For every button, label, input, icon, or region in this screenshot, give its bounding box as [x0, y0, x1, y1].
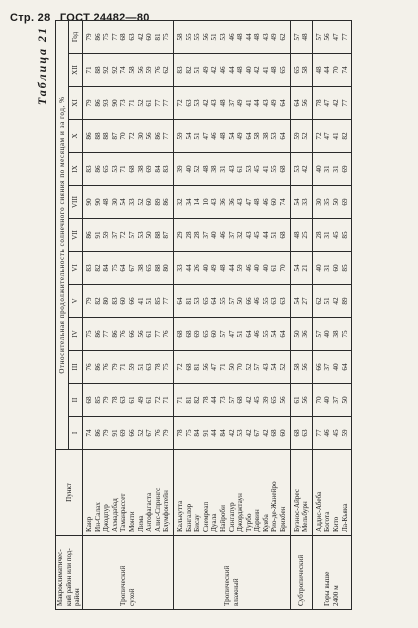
month-value-cell: 54 21 — [290, 252, 312, 285]
month-value-cell: 77 46 45 59 — [312, 417, 351, 450]
month-header: V — [69, 285, 83, 318]
month-value-cell: 30 35 50 69 — [312, 186, 351, 219]
region-cell: Тропический влажный — [173, 536, 290, 610]
month-value-cell: 61 56 — [290, 384, 312, 417]
rotated-table-area — [35, 20, 405, 610]
month-value-cell: 50 36 — [290, 318, 312, 351]
region-cell: Тропический сухой — [83, 536, 174, 610]
month-header: I — [69, 417, 83, 450]
month-header: IV — [69, 318, 83, 351]
month-value-cell: 64 56 — [290, 87, 312, 120]
month-value-cell: 54 33 — [290, 186, 312, 219]
table-row-group — [83, 21, 174, 610]
month-value-cell: 62 51 42 89 — [312, 285, 351, 318]
month-value-cell: 33 44 26 40 49 48 44 59 46 40 40 61 70 — [173, 252, 290, 285]
month-value-cell: 86 88 88 87 70 72 30 56 86 77 — [83, 120, 174, 153]
month-value-cell: 79 82 80 83 60 66 41 51 85 77 — [83, 285, 174, 318]
month-value-cell: 39 40 52 48 38 31 43 61 53 45 41 55 68 — [173, 153, 290, 186]
col-header-region: Макроклиматичес- кий район или под- район — [56, 536, 83, 610]
month-value-cell: 83 82 51 49 42 46 44 48 40 42 41 48 65 — [173, 54, 290, 87]
year-value-cell: 57 48 — [290, 21, 312, 54]
region-cell: Горы выше 2400 м — [312, 536, 351, 610]
month-value-cell: 48 44 70 74 — [312, 54, 351, 87]
month-value-cell: 59 52 — [290, 120, 312, 153]
month-header: VII — [69, 219, 83, 252]
month-value-cell: 53 42 — [290, 153, 312, 186]
month-value-cell: 86 91 59 37 72 57 53 50 88 87 — [83, 219, 174, 252]
month-value-cell: 78 47 42 77 — [312, 87, 351, 120]
month-value-cell: 57 40 38 75 — [312, 318, 351, 351]
points-cell: Буэнос-Айрес Мельбурн — [290, 450, 312, 536]
month-value-cell: 66 37 40 64 — [312, 351, 351, 384]
points-cell: Каир Ин-Салах Джодпур Ахмадабад Таманрассет Монти Лима Антофагаста Алис-Спрингс Блумфонтейн — [83, 450, 174, 536]
month-value-cell: 70 40 37 50 — [312, 384, 351, 417]
table-title: Таблица 21 — [35, 26, 49, 106]
month-value-cell: 78 75 84 91 44 84 42 53 42 67 42 68 60 — [173, 417, 290, 450]
month-value-cell: 71 81 82 78 44 73 57 68 42 45 39 65 56 — [173, 384, 290, 417]
year-value-cell: 58 55 55 56 51 53 46 48 44 48 43 49 62 — [173, 21, 290, 54]
standard-code: ГОСТ 24482—80 — [59, 12, 150, 24]
region-cell: Субтропический — [290, 536, 312, 610]
month-value-cell: 40 31 60 85 — [312, 252, 351, 285]
month-value-cell: 71 88 92 92 74 58 56 59 76 62 — [83, 54, 174, 87]
year-header: Год — [69, 21, 83, 54]
month-value-cell: 79 86 93 90 73 71 52 61 77 77 — [83, 87, 174, 120]
month-header: X — [69, 120, 83, 153]
month-value-cell: 68 85 79 78 63 61 49 61 72 71 — [83, 384, 174, 417]
month-value-cell: 28 31 45 85 — [312, 219, 351, 252]
month-value-cell: 64 81 53 65 64 55 57 50 66 46 55 63 63 — [173, 285, 290, 318]
month-value-cell: 48 25 — [290, 219, 312, 252]
month-value-cell: 75 86 77 86 76 66 56 61 77 76 — [83, 318, 174, 351]
month-header: VIII — [69, 186, 83, 219]
month-value-cell: 58 56 — [290, 351, 312, 384]
month-value-cell: 74 86 79 91 69 66 52 67 76 79 — [83, 417, 174, 450]
month-value-cell: 29 28 28 37 40 46 37 32 43 45 44 51 68 — [173, 219, 290, 252]
month-value-cell: 59 54 51 47 46 48 54 49 64 58 38 53 64 — [173, 120, 290, 153]
table-body — [83, 21, 352, 610]
col-header-sunshine: Относительная продолжительность солнечного сияния по месяцам и за год, % — [56, 21, 69, 450]
month-value-cell: 54 27 — [290, 285, 312, 318]
sunshine-table — [55, 20, 352, 610]
month-header: II — [69, 384, 83, 417]
table-row-group — [312, 21, 351, 610]
month-value-cell: 72 47 41 82 — [312, 120, 351, 153]
page-number: Стр. 28 — [10, 12, 51, 24]
col-header-points: Пункт — [56, 450, 83, 536]
month-value-cell: 32 34 14 10 43 36 36 43 47 48 46 60 74 — [173, 186, 290, 219]
year-value-cell: 79 86 75 77 68 63 42 60 81 75 — [83, 21, 174, 54]
month-value-cell: 68 68 69 65 60 57 47 51 64 46 55 54 64 — [173, 318, 290, 351]
month-value-cell: 40 31 31 69 — [312, 153, 351, 186]
year-value-cell: 57 56 47 77 — [312, 21, 351, 54]
month-value-cell: 90 90 48 30 54 33 52 60 89 86 — [83, 186, 174, 219]
table-row-group — [290, 21, 312, 610]
table-row-group — [173, 21, 290, 610]
month-value-cell: 72 63 53 42 43 48 37 49 41 44 43 49 64 — [173, 87, 290, 120]
month-header: XII — [69, 54, 83, 87]
month-value-cell: 83 86 65 53 71 68 38 69 84 83 — [83, 153, 174, 186]
month-value-cell: 83 82 84 75 64 67 38 65 88 80 — [83, 252, 174, 285]
month-value-cell: 76 86 76 79 71 59 51 63 78 75 — [83, 351, 174, 384]
points-cell: Калькутта Бангалор Бисау Сиемреап Дуала Найроби Сингапур Джорджтаун Турбо Дарвин Куяба Рио-де-Жанейро Брикбен — [173, 450, 290, 536]
month-value-cell: 72 68 81 56 47 71 50 70 52 57 43 54 52 — [173, 351, 290, 384]
month-header: XI — [69, 87, 83, 120]
month-header: III — [69, 351, 83, 384]
month-header: IX — [69, 153, 83, 186]
month-value-cell: 68 63 — [290, 417, 312, 450]
month-header: VI — [69, 252, 83, 285]
points-cell: Аддис-Абеба Богота Кито Ла-Кьяка — [312, 450, 351, 536]
month-value-cell: 65 58 — [290, 54, 312, 87]
